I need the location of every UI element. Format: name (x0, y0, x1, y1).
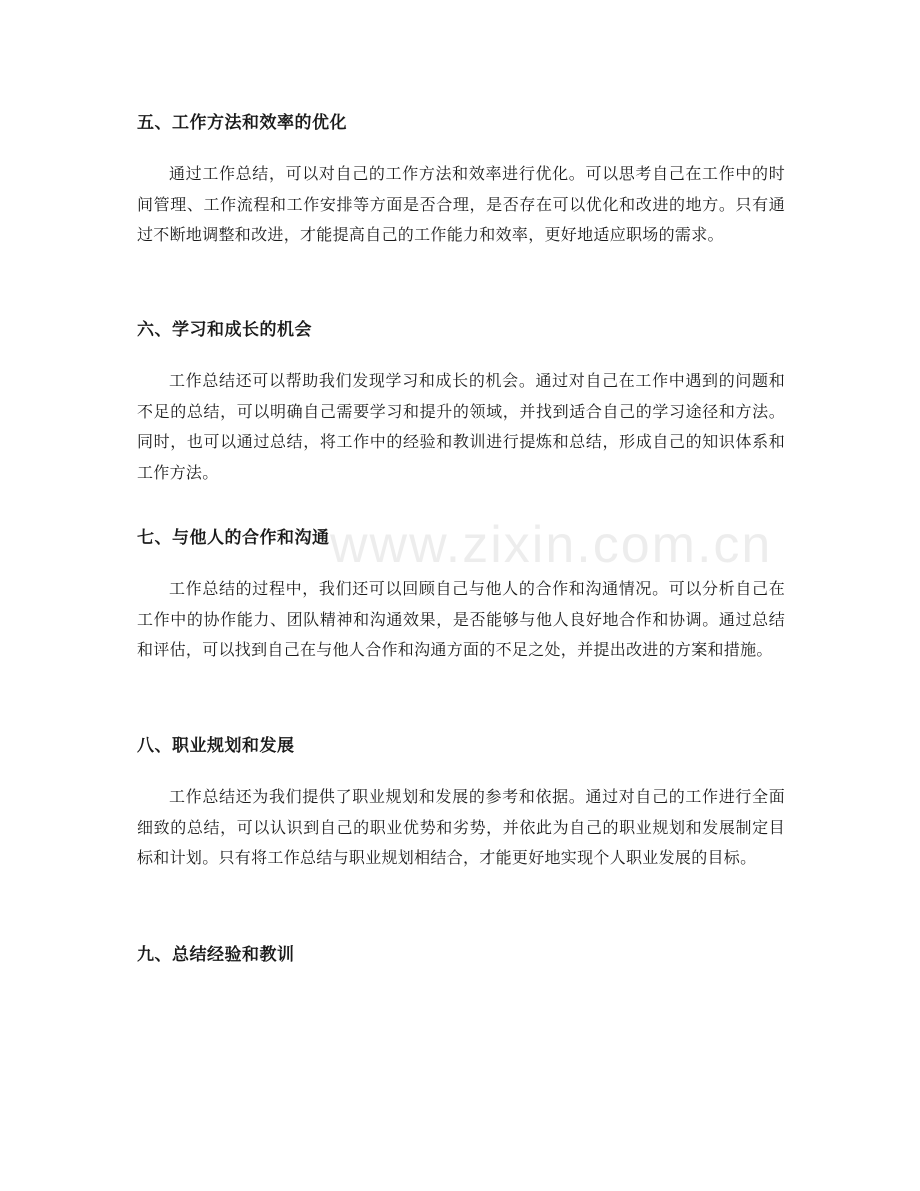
section-6 (137, 318, 785, 488)
section-heading: 八、职业规划和发展 (137, 736, 295, 756)
section-heading: 六、学习和成长的机会 (137, 320, 312, 340)
section-heading: 五、工作方法和效率的优化 (137, 113, 347, 133)
section-9 (137, 943, 785, 967)
section-paragraph: 工作总结的过程中，我们还可以回顾自己与他人的合作和沟通情况。可以分析自己在工作中的协作能力、团队精神和沟通效果，是否能够与他人良好地合作和协调。通过总结和评估，可以找到自己在与他人合作和沟通方面的不足之处，并提出改进的方案和措施。 (137, 579, 785, 659)
section-paragraph: 通过工作总结，可以对自己的工作方法和效率进行优化。可以思考自己在工作中的时间管理、工作流程和工作安排等方面是否合理，是否存在可以优化和改进的地方。只有通过不断地调整和改进，才能提高自己的工作能力和效率，更好地适应职场的需求。 (137, 164, 785, 244)
section-paragraph: 工作总结还可以帮助我们发现学习和成长的机会。通过对自己在工作中遇到的问题和不足的总结，可以明确自己需要学习和提升的领域，并找到适合自己的学习途径和方法。同时，也可以通过总结，将工作中的经验和教训进行提炼和总结，形成自己的知识体系和工作方法。 (137, 371, 785, 482)
watermark: www.zixin.com.cn (330, 516, 773, 574)
section-heading: 九、总结经验和教训 (137, 945, 295, 965)
section-7 (137, 526, 785, 666)
section-8 (137, 734, 785, 874)
section-paragraph: 工作总结还为我们提供了职业规划和发展的参考和依据。通过对自己的工作进行全面细致的总结，可以认识到自己的职业优势和劣势，并依此为自己的职业规划和发展制定目标和计划。只有将工作总结与职业规划相结合，才能更好地实现个人职业发展的目标。 (137, 787, 785, 867)
section-5 (137, 111, 785, 251)
section-heading: 七、与他人的合作和沟通 (137, 528, 330, 548)
